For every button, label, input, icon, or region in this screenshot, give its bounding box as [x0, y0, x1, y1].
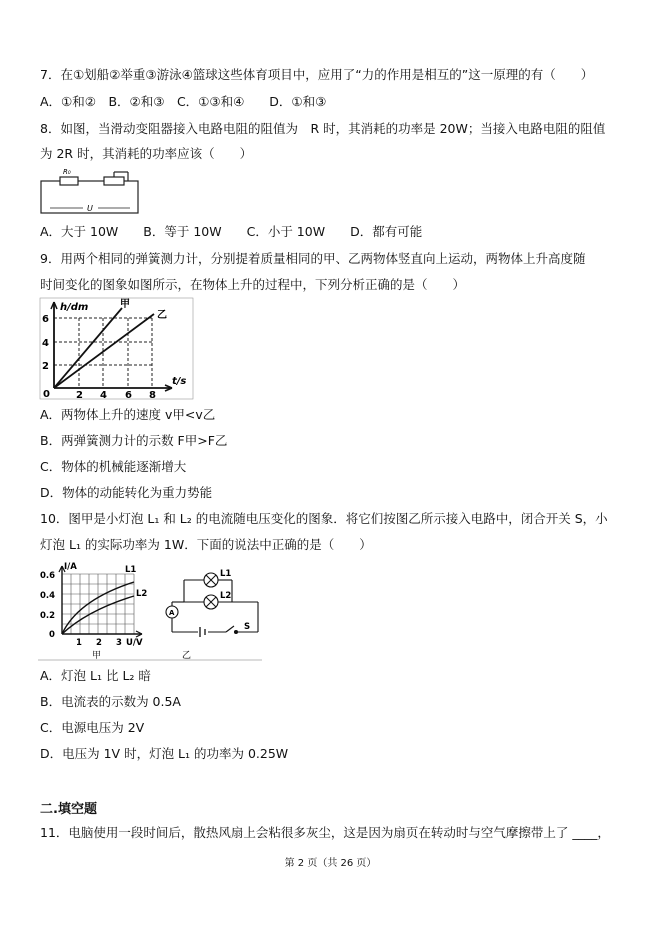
q10-y-tick-0: 0: [49, 630, 55, 640]
q8-r0-label: R₀: [63, 168, 71, 176]
section-title: 二.填空题: [40, 802, 97, 817]
q10-lamp-l2-label: L2: [220, 591, 232, 601]
q10-option-c: C．电源电压为 2V: [40, 720, 145, 735]
q10-x-tick-2: 2: [96, 638, 102, 648]
q10-x-tick-1: 1: [76, 638, 82, 648]
q9-y-tick-6: 6: [42, 314, 49, 325]
q10-current-voltage-graph: [38, 560, 158, 660]
q10-x-tick-3: 3: [116, 638, 122, 648]
q9-x-tick-8: 8: [149, 390, 156, 401]
q9-stem-line1: 9．用两个相同的弹簧测力计，分别提着质量相同的甲、乙两物体竖直向上运动，两物体上升高度随: [40, 251, 586, 266]
q10-curve-l2-label: L2: [136, 589, 148, 599]
q9-stem-line2: 时间变化的图象如图所示，在物体上升的过程中，下列分析正确的是（ ）: [40, 277, 466, 292]
q9-x-axis-label: t/s: [172, 376, 187, 387]
q10-option-a: A．灯泡 L₁ 比 L₂ 暗: [40, 668, 151, 683]
q10-y-tick-06: 0.6: [40, 571, 56, 581]
q8-options: A．大于 10W B．等于 10W C．小于 10W D．都有可能: [40, 224, 423, 239]
q9-x-tick-6: 6: [125, 390, 132, 401]
q10-option-d: D．电压为 1V 时，灯泡 L₁ 的功率为 0.25W: [40, 746, 289, 761]
q9-option-d: D．物体的动能转化为重力势能: [40, 485, 213, 500]
q9-series-yi-label: 乙: [157, 310, 167, 321]
q10-switch-label: S: [244, 622, 251, 632]
q7-options: A．①和② B．②和③ C．①③和④ D．①和③: [40, 94, 327, 109]
q9-option-c: C．物体的机械能逐渐增大: [40, 459, 187, 474]
q10-ammeter-label: A: [169, 609, 175, 617]
q9-series-jia-label: 甲: [120, 299, 130, 310]
q10-stem-line2: 灯泡 L₁ 的实际功率为 1W．下面的说法中正确的是（ ）: [40, 537, 372, 552]
q7-stem: 7．在①划船②举重③游泳④篮球这些体育项目中，应用了“力的作用是相互的”这一原理的有（ ）: [40, 67, 594, 82]
page-footer: 第 2 页（共 26 页）: [284, 858, 377, 869]
q9-x-tick-4: 4: [100, 390, 107, 401]
q10-y-tick-02: 0.2: [40, 611, 56, 621]
q9-option-a: A．两物体上升的速度 v甲<v乙: [40, 407, 216, 422]
q9-y-axis-label: h/dm: [60, 302, 89, 313]
q9-x-tick-2: 2: [76, 390, 83, 401]
q8-u-label: U: [87, 204, 93, 213]
q9-y-tick-2: 2: [42, 361, 49, 372]
q10-circuit-diagram: [162, 560, 266, 660]
q8-stem-line1: 8．如图，当滑动变阻器接入电路电阻的阻值为 R 时，其消耗的功率是 20W；当接入电路电阻的阻值: [40, 121, 606, 136]
q10-circuit-caption: 乙: [182, 651, 192, 661]
q9-y-tick-4: 4: [42, 338, 49, 349]
q9-origin-label: 0: [43, 389, 50, 400]
q9-height-time-graph: [40, 298, 195, 400]
q10-lamp-l1-label: L1: [220, 569, 232, 579]
q11-stem: 11．电脑使用一段时间后，散热风扇上会粘很多灰尘，这是因为扇页在转动时与空气摩擦带上了 ____，: [40, 825, 610, 840]
q10-y-axis-label: I/A: [64, 562, 77, 572]
q9-option-b: B．两弹簧测力计的示数 F甲>F乙: [40, 433, 228, 448]
q10-option-b: B．电流表的示数为 0.5A: [40, 694, 181, 709]
q8-stem-line2: 为 2R 时，其消耗的功率应该（ ）: [40, 146, 253, 161]
q10-graph-caption: 甲: [92, 651, 102, 661]
q10-x-axis-label: U/V: [126, 638, 143, 648]
q10-stem-line1: 10．图甲是小灯泡 L₁ 和 L₂ 的电流随电压变化的图象．将它们按图乙所示接入电路中，闭合开关 S，小: [40, 511, 608, 526]
q10-y-tick-04: 0.4: [40, 591, 56, 601]
q10-curve-l1-label: L1: [125, 565, 137, 575]
q8-circuit-figure: [38, 170, 148, 218]
